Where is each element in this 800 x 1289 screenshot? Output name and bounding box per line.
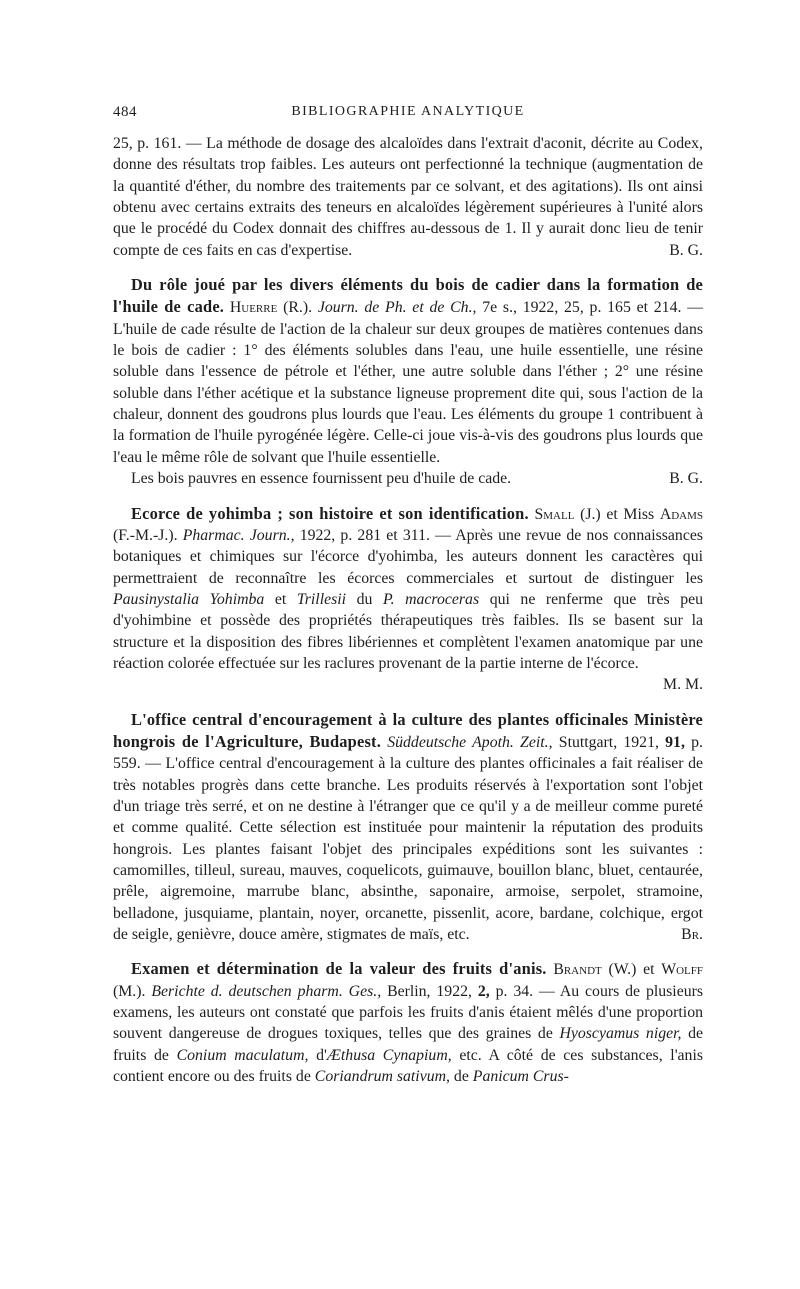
article-journal: Süddeutsche Apoth. Zeit.,: [387, 733, 553, 751]
species-name: Trillesii: [296, 590, 347, 608]
body-text: de: [453, 1068, 469, 1086]
article-volume: 91,: [665, 733, 685, 751]
author-initials: (F.-M.-J.).: [113, 526, 178, 544]
article-body: — L'office central d'encouragement à la culture des plantes officinales a fait réaliser de très notables progrès dans cette branche. Les produits réservés à l'exportation sont l'objet d'un triage très serré, et on ne destine à l'étranger que ce qu'il y a de meilleur comme pureté et comme qualité. Cette sélection est instituée pour maintenir la réputation des produits hongrois. Les plantes faisant l'objet des principales expéditions sont les suivantes : camomilles, tilleul, sureau, mauves, coquelicots, guimauve, bouillon blanc, bluet, centaurée, prêle, aigremoine, marrube blanc, absinthe, saponaire, armoise, serpolet, stramoine, belladone, jusquiame, plantain, noyer, orcanette, pissenlit, acore, bardane, colchique, ergot de seigle, genièvre, douce amère, stigmates de maïs, etc.: [113, 755, 703, 944]
species-name: Conium maculatum,: [176, 1046, 309, 1064]
species-name: Pausinystalia Yohimba: [113, 590, 265, 608]
body-text: du: [356, 590, 373, 608]
article-text: [113, 468, 703, 489]
article-signature: M. M.: [663, 676, 703, 694]
species-name: P. macroceras: [382, 590, 480, 608]
article-reference: Berlin, 1922,: [387, 982, 472, 1000]
body-text: d': [316, 1046, 327, 1064]
article-text: [113, 958, 703, 1087]
article-aconit: [113, 133, 703, 261]
article-body-2: Les bois pauvres en essence fournissent peu d'huile de cade.: [131, 470, 512, 488]
article-text: [113, 133, 703, 261]
article-text: [113, 503, 704, 694]
article-text: [113, 709, 703, 946]
article-journal: Journ. de Ph. et de Ch.,: [317, 299, 477, 317]
article-author: Huerre (R.).: [229, 299, 313, 317]
article-title: Ecorce de yohimba ; son histoire et son identification.: [131, 503, 529, 523]
article-title: L'office central d'encouragement à la culture des plantes officinales Ministère hongrois de l'Agriculture, Budapest.: [113, 709, 703, 751]
page-body: [113, 133, 703, 1100]
article-title: Examen et détermination de la valeur des fruits d'anis.: [131, 959, 547, 979]
species-name: Panicum Crus-: [472, 1068, 569, 1086]
body-text: et: [274, 590, 287, 608]
article-yohimba: [113, 503, 703, 696]
article-reference: 7e s., 1922, 25, p. 165 et 214.: [482, 299, 682, 317]
article-signature: B. G.: [669, 470, 703, 488]
article-author: Brandt: [553, 961, 602, 979]
article-reference: Stuttgart, 1921,: [558, 733, 659, 751]
page-header: [113, 104, 703, 126]
author-initials: (W.) et: [608, 961, 655, 979]
author-initials: (J.): [580, 505, 601, 523]
running-title: BIBLIOGRAPHIE ANALYTIQUE: [291, 104, 525, 119]
species-name: Coriandrum sativum,: [314, 1068, 450, 1086]
article-reference: p. 34.: [495, 982, 534, 1000]
author-initials: (M.).: [113, 982, 146, 1000]
article-author: Small: [534, 505, 575, 523]
body-text: etc.: [459, 1046, 482, 1064]
article-author: Wolff: [661, 961, 703, 979]
body-text: de fruits de: [113, 1025, 704, 1064]
article-body: 25, p. 161. — La méthode de dosage des alcaloïdes dans l'extrait d'aconit, décrite au Codex, donne des résultats trop faibles. Les auteurs ont perfectionné la technique (augmentation de la quantité d'éther, du nombre des traitements par ce solvant, et des agitations). Ils ont ainsi obtenu avec certains extraits des teneurs en alcaloïdes légèrement supérieures à l'unité alors que le procédé du Codex donnait des chiffres au-dessous de 1. Il y aurait donc lieu de tenir compte de ces faits en cas d'expertise.: [113, 135, 703, 259]
article-journal: Berichte d. deutschen pharm. Ges.,: [151, 982, 382, 1000]
article-volume: 2,: [477, 982, 490, 1000]
page-number: 484: [113, 104, 137, 120]
article-reference: p. 559.: [113, 733, 703, 773]
article-title: Du rôle joué par les divers éléments du bois de cadier dans la formation de l'huile de cade.: [113, 275, 703, 317]
article-body: — L'huile de cade résulte de l'action de la chaleur sur deux groupes de matières contenues dans le bois de cadier : 1° des éléments solubles dans l'eau, une huile essentielle, une résine soluble dans l'essence de pétrole et l'éther, une autre soluble dans l'éther ; 2° une résine soluble dans l'éther acétique et la substance ligneuse proprement dite qui, sous l'action de la chaleur, donnent des goudrons plus lourds que l'eau. Les éléments du groupe 1 contribuent à la formation de l'huile pyrogénée légère. Celle-ci joue vis-à-vis des goudrons plus lourds que l'eau le même rôle de solvant que l'huile essentielle.: [113, 299, 703, 466]
body-text: qui ne renferme que très peu d'yohimbine et possède des propriétés thérapeutiques très faibles. Ils se basent sur la structure et la disposition des fibres libériennes et complètent l'examen anatomique par une réaction colorée effectuée sur les raclures provenant de la partie interne de l'écorce.: [113, 590, 704, 672]
article-signature: Br.: [681, 926, 703, 944]
article-huile-de-cade: [113, 274, 703, 489]
article-body: — Au cours de plusieurs examens, les auteurs ont constaté que parfois les fruits d'anis étaient mêlés d'une proportion souvent dangereuse de drogues toxiques, telles que des graines de: [113, 982, 704, 1043]
article-journal: Pharmac. Journ.,: [182, 526, 295, 544]
article-signature: B. G.: [669, 241, 703, 259]
article-anis: [113, 958, 703, 1087]
species-name: Hyoscyamus niger,: [559, 1025, 682, 1043]
article-office-central: [113, 709, 703, 946]
article-author: Adams: [659, 505, 704, 523]
article-reference: 1922, p. 281 et 311.: [299, 526, 430, 544]
connector-text: et Miss: [606, 505, 655, 523]
article-text: [113, 274, 703, 468]
article-body: — Après une revue de nos connaissances botaniques et chimiques sur l'écorce d'yohimba, les auteurs donnent les caractères qui permettraient de reconnaître les écorces commerciales et surtout de distinguer les: [113, 526, 703, 587]
body-text: A côté de ces substances, l'anis contient encore ou des fruits de: [113, 1046, 703, 1086]
species-name: Æthusa Cynapium,: [326, 1046, 452, 1064]
